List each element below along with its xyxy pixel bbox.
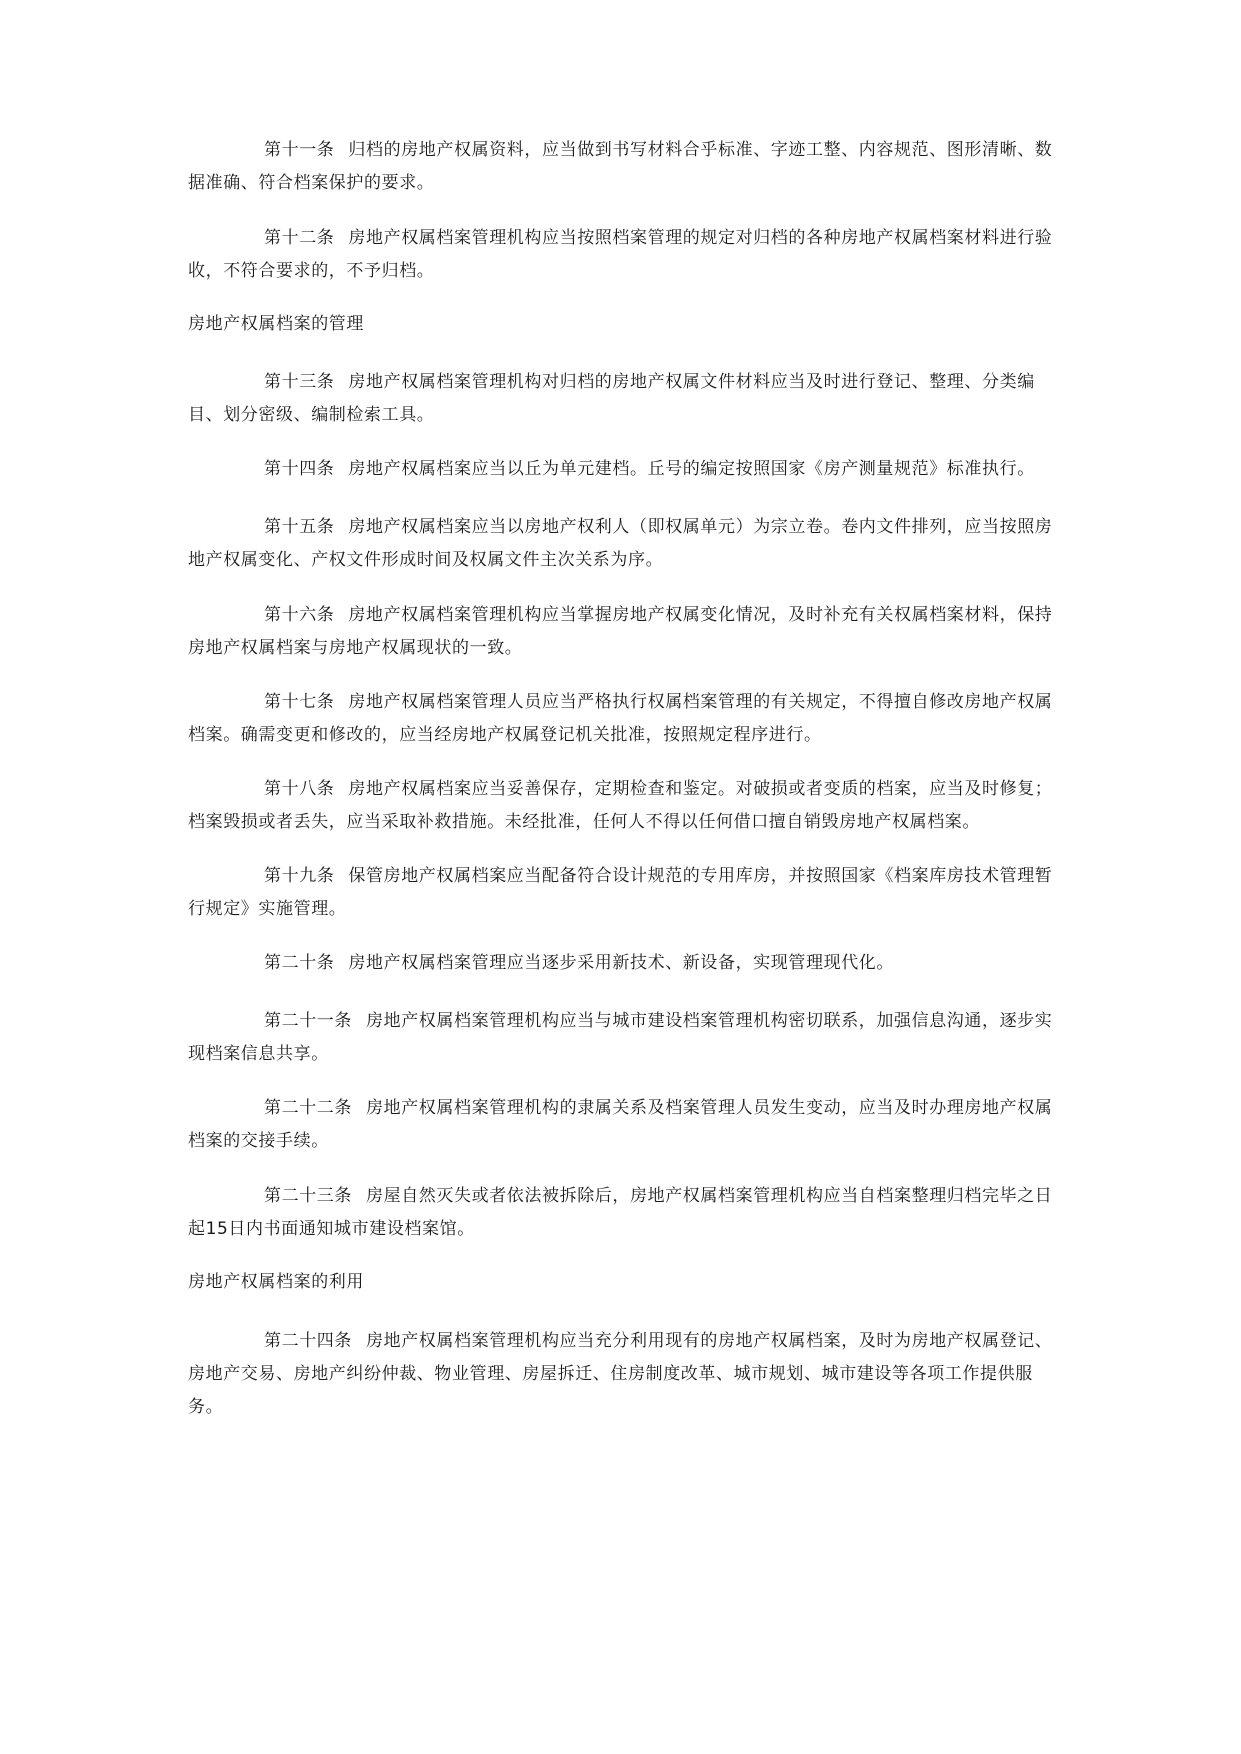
section-heading-utilization: 房地产权属档案的利用 — [188, 1272, 364, 1292]
article-20 — [188, 947, 1058, 980]
section-heading-management: 房地产权属档案的管理 — [188, 314, 364, 334]
article-text: 房地产权属档案管理机构应当充分利用现有的房地产权属档案，及时为房地产权属登记、房地产交易、房地产纠纷仲裁、物业管理、房屋拆迁、住房制度改革、城市规划、城市建设等各项工作提供服务。 — [188, 1331, 1053, 1417]
article-number: 第十三条 — [264, 372, 335, 392]
article-23 — [188, 1180, 1058, 1246]
article-15 — [188, 511, 1058, 577]
article-number: 第二十条 — [264, 953, 335, 973]
article-number: 第二十三条 — [264, 1186, 352, 1206]
article-16 — [188, 599, 1058, 665]
article-21 — [188, 1005, 1058, 1071]
article-text: 房地产权属档案管理机构应当掌握房地产权属变化情况，及时补充有关权属档案材料，保持房地产权属档案与房地产权属现状的一致。 — [188, 605, 1053, 658]
article-14 — [188, 453, 1058, 486]
article-text: 保管房地产权属档案应当配备符合设计规范的专用库房，并按照国家《档案库房技术管理暂行规定》实施管理。 — [188, 866, 1053, 919]
article-number: 第二十二条 — [264, 1098, 352, 1118]
article-text: 房地产权属档案应当妥善保存，定期检查和鉴定。对破损或者变质的档案，应当及时修复；档案毁损或者丢失，应当采取补救措施。未经批准，任何人不得以任何借口擅自销毁房地产权属档案。 — [188, 779, 1053, 832]
article-18 — [188, 773, 1058, 839]
article-number: 第十五条 — [264, 517, 335, 537]
article-text: 房地产权属档案管理机构应当与城市建设档案管理机构密切联系，加强信息沟通，逐步实现档案信息共享。 — [188, 1011, 1053, 1064]
article-19 — [188, 860, 1058, 926]
article-text: 房屋自然灭失或者依法被拆除后，房地产权属档案管理机构应当自档案整理归档完毕之日起15日内书面通知城市建设档案馆。 — [188, 1186, 1053, 1239]
article-text: 房地产权属档案应当以房地产权利人（即权属单元）为宗立卷。卷内文件排列，应当按照房地产权属变化、产权文件形成时间及权属文件主次关系为序。 — [188, 517, 1053, 570]
article-number: 第十一条 — [264, 140, 335, 160]
article-13 — [188, 366, 1058, 432]
article-text: 房地产权属档案管理应当逐步采用新技术、新设备，实现管理现代化。 — [348, 953, 895, 973]
article-text: 房地产权属档案管理机构对归档的房地产权属文件材料应当及时进行登记、整理、分类编目、划分密级、编制检索工具。 — [188, 372, 1035, 425]
article-number: 第十八条 — [264, 779, 335, 799]
article-24 — [188, 1325, 1058, 1424]
article-22 — [188, 1092, 1058, 1158]
article-number: 第二十四条 — [264, 1331, 352, 1351]
article-text: 房地产权属档案管理人员应当严格执行权属档案管理的有关规定，不得擅自修改房地产权属档案。确需变更和修改的，应当经房地产权属登记机关批准，按照规定程序进行。 — [188, 692, 1053, 745]
article-text: 归档的房地产权属资料，应当做到书写材料合乎标准、字迹工整、内容规范、图形清晰、数据准确、符合档案保护的要求。 — [188, 140, 1053, 193]
article-text: 房地产权属档案管理机构的隶属关系及档案管理人员发生变动，应当及时办理房地产权属档案的交接手续。 — [188, 1098, 1053, 1151]
article-number: 第二十一条 — [264, 1011, 352, 1031]
article-17 — [188, 686, 1058, 752]
article-number: 第十六条 — [264, 605, 335, 625]
article-number: 第十四条 — [264, 459, 335, 479]
article-number: 第十二条 — [264, 228, 335, 248]
article-text: 房地产权属档案应当以丘为单元建档。丘号的编定按照国家《房产测量规范》标准执行。 — [348, 459, 1035, 479]
article-11 — [188, 134, 1058, 200]
article-number: 第十七条 — [264, 692, 335, 712]
article-text: 房地产权属档案管理机构应当按照档案管理的规定对归档的各种房地产权属档案材料进行验收，不符合要求的，不予归档。 — [188, 228, 1053, 281]
article-number: 第十九条 — [264, 866, 335, 886]
article-12 — [188, 222, 1058, 288]
